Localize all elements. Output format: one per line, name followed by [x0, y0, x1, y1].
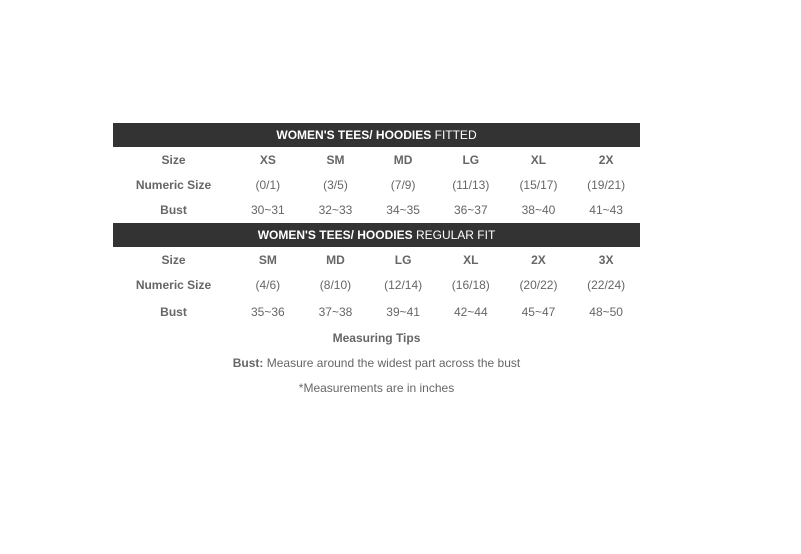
- table-row: [113, 247, 640, 272]
- regular-title-bar: [113, 223, 640, 247]
- row-label: Numeric Size: [135, 177, 212, 192]
- table-row: [113, 172, 640, 197]
- bust-cell: 32~33: [318, 203, 353, 217]
- bust-cell: 45~47: [521, 304, 556, 319]
- numeric-size-cell: (16/18): [451, 277, 490, 292]
- table-row: [113, 297, 640, 326]
- tips-bust-line: [113, 351, 640, 376]
- bust-cell: 42~44: [453, 304, 488, 319]
- size-cell: 2X: [531, 252, 546, 267]
- size-cell: 3X: [598, 252, 614, 267]
- table-row: [113, 197, 640, 223]
- row-label: Bust: [160, 304, 187, 319]
- regular-title-light: REGULAR FIT: [415, 228, 496, 242]
- size-chart: [113, 123, 640, 401]
- size-cell: 2X: [598, 152, 614, 167]
- bust-cell: 37~38: [318, 304, 353, 319]
- measuring-tips: [113, 326, 640, 401]
- bust-cell: 30~31: [250, 203, 285, 217]
- numeric-size-cell: (22/24): [587, 277, 626, 292]
- bust-cell: 48~50: [589, 304, 623, 319]
- bust-cell: 38~40: [521, 203, 556, 217]
- size-cell: SM: [258, 252, 277, 267]
- row-label: Size: [161, 152, 186, 167]
- row-label: Bust: [160, 203, 187, 217]
- regular-size-table: [113, 247, 640, 326]
- row-label: Numeric Size: [135, 277, 212, 292]
- numeric-size-cell: (20/22): [519, 277, 558, 292]
- numeric-size-cell: (15/17): [519, 177, 558, 192]
- bust-cell: 41~43: [589, 203, 623, 217]
- size-cell: XL: [463, 252, 479, 267]
- fitted-size-table: [113, 147, 640, 223]
- tips-bust-label: Bust:: [232, 356, 264, 370]
- numeric-size-cell: (4/6): [255, 277, 281, 292]
- size-cell: SM: [326, 152, 345, 167]
- size-cell: LG: [394, 252, 412, 267]
- size-cell: XS: [259, 152, 276, 167]
- numeric-size-cell: (0/1): [255, 177, 281, 192]
- numeric-size-cell: (8/10): [319, 277, 352, 292]
- tips-bust-text: Measure around the widest part across the bust: [263, 356, 521, 370]
- size-cell: LG: [462, 152, 480, 167]
- bust-cell: 39~41: [386, 304, 420, 319]
- numeric-size-cell: (12/14): [384, 277, 423, 292]
- tips-note: *Measurements are in inches: [298, 381, 455, 395]
- table-row: [113, 272, 640, 297]
- table-row: [113, 147, 640, 172]
- numeric-size-cell: (11/13): [452, 177, 490, 192]
- bust-cell: 35~36: [250, 304, 285, 319]
- fitted-title-bold: WOMEN'S TEES/ HOODIES: [276, 128, 432, 142]
- tips-note-line: [113, 376, 640, 401]
- tips-heading: Measuring Tips: [332, 331, 421, 345]
- numeric-size-cell: (7/9): [390, 177, 416, 192]
- bust-cell: 34~35: [386, 203, 420, 217]
- size-cell: MD: [393, 152, 413, 167]
- row-label: Size: [161, 252, 186, 267]
- size-cell: XL: [530, 152, 547, 167]
- fitted-title-bar: [113, 123, 640, 147]
- fitted-title-light: FITTED: [434, 128, 477, 142]
- bust-cell: 36~37: [453, 203, 488, 217]
- numeric-size-cell: (3/5): [323, 177, 348, 192]
- numeric-size-cell: (19/21): [587, 177, 626, 192]
- regular-title-bold: WOMEN'S TEES/ HOODIES: [257, 228, 413, 242]
- tips-heading-line: [113, 326, 640, 351]
- size-cell: MD: [326, 252, 345, 267]
